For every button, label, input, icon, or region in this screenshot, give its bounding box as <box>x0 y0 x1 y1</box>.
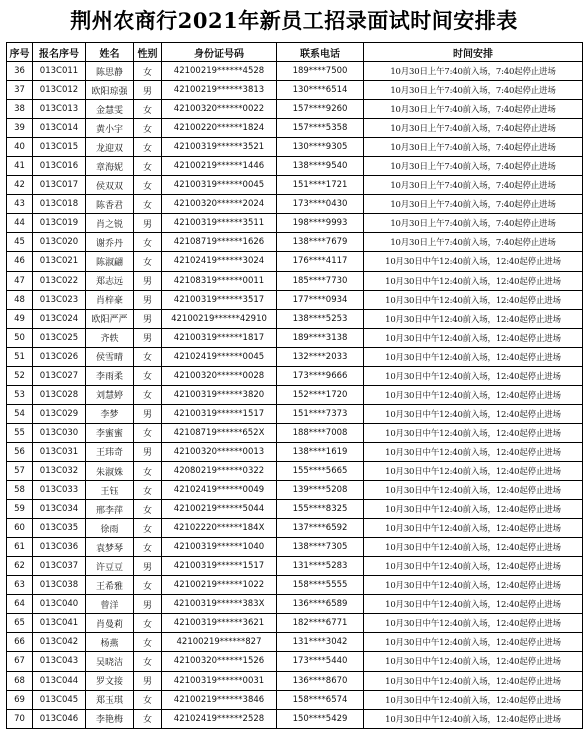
cell-id-number: 42100319******3621 <box>162 614 277 633</box>
cell-index: 56 <box>7 442 33 461</box>
table-row <box>7 119 583 138</box>
cell-schedule: 10月30日中午12:40前入场，12:40起停止进场 <box>364 557 583 576</box>
cell-id-number: 42100319******3521 <box>162 138 277 157</box>
cell-schedule: 10月30日中午12:40前入场，12:40起停止进场 <box>364 500 583 519</box>
cell-phone: 189****3138 <box>277 328 364 347</box>
cell-reg-no: 013C036 <box>33 538 86 557</box>
cell-name: 齐轶 <box>86 328 134 347</box>
cell-name: 李雨柔 <box>86 366 134 385</box>
cell-index: 41 <box>7 157 33 176</box>
page-title: 荆州农商行2021年新员工招录面试时间安排表 <box>70 8 518 33</box>
cell-reg-no: 013C014 <box>33 119 86 138</box>
header-name: 姓名 <box>86 43 134 62</box>
cell-phone: 132****2033 <box>277 347 364 366</box>
cell-phone: 136****6589 <box>277 595 364 614</box>
cell-schedule: 10月30日中午12:40前入场，12:40起停止进场 <box>364 461 583 480</box>
table-row <box>7 481 583 500</box>
cell-schedule: 10月30日中午12:40前入场，12:40起停止进场 <box>364 366 583 385</box>
cell-name: 郑玉琪 <box>86 690 134 709</box>
cell-schedule: 10月30日上午7:40前入场，7:40起停止进场 <box>364 195 583 214</box>
cell-name: 李蜜蜜 <box>86 423 134 442</box>
cell-name: 黄小宇 <box>86 119 134 138</box>
cell-reg-no: 013C013 <box>33 100 86 119</box>
cell-index: 69 <box>7 690 33 709</box>
table-row <box>7 176 583 195</box>
cell-schedule: 10月30日上午7:40前入场，7:40起停止进场 <box>364 119 583 138</box>
table-row <box>7 633 583 652</box>
cell-index: 45 <box>7 233 33 252</box>
cell-reg-no: 013C029 <box>33 404 86 423</box>
cell-reg-no: 013C042 <box>33 633 86 652</box>
cell-phone: 139****5208 <box>277 481 364 500</box>
cell-id-number: 42100219******827 <box>162 633 277 652</box>
cell-gender: 女 <box>134 423 162 442</box>
cell-phone: 177****0934 <box>277 290 364 309</box>
table-body <box>7 62 583 729</box>
cell-index: 70 <box>7 709 33 728</box>
cell-name: 龙迎双 <box>86 138 134 157</box>
table-row <box>7 157 583 176</box>
cell-phone: 155****8325 <box>277 500 364 519</box>
cell-phone: 173****0430 <box>277 195 364 214</box>
cell-name: 王希雅 <box>86 576 134 595</box>
cell-gender: 女 <box>134 100 162 119</box>
cell-reg-no: 013C038 <box>33 576 86 595</box>
cell-phone: 151****7373 <box>277 404 364 423</box>
cell-gender: 女 <box>134 347 162 366</box>
table-row <box>7 252 583 271</box>
cell-schedule: 10月30日中午12:40前入场，12:40起停止进场 <box>364 595 583 614</box>
cell-name: 罗文接 <box>86 671 134 690</box>
cell-schedule: 10月30日中午12:40前入场，12:40起停止进场 <box>364 271 583 290</box>
schedule-table <box>6 42 583 729</box>
cell-name: 肖梓豪 <box>86 290 134 309</box>
table-row <box>7 214 583 233</box>
cell-schedule: 10月30日中午12:40前入场，12:40起停止进场 <box>364 252 583 271</box>
cell-reg-no: 013C034 <box>33 500 86 519</box>
cell-id-number: 42100319******1517 <box>162 557 277 576</box>
cell-schedule: 10月30日上午7:40前入场，7:40起停止进场 <box>364 214 583 233</box>
cell-id-number: 42100219******42910 <box>162 309 277 328</box>
table-row <box>7 557 583 576</box>
cell-id-number: 42100319******1040 <box>162 538 277 557</box>
cell-schedule: 10月30日中午12:40前入场，12:40起停止进场 <box>364 576 583 595</box>
cell-gender: 女 <box>134 119 162 138</box>
cell-name: 欧阳琼强 <box>86 81 134 100</box>
cell-reg-no: 013C015 <box>33 138 86 157</box>
cell-name: 李艳梅 <box>86 709 134 728</box>
cell-gender: 女 <box>134 500 162 519</box>
cell-schedule: 10月30日上午7:40前入场，7:40起停止进场 <box>364 176 583 195</box>
cell-id-number: 42100320******2024 <box>162 195 277 214</box>
table-row <box>7 290 583 309</box>
cell-index: 68 <box>7 671 33 690</box>
cell-phone: 138****1619 <box>277 442 364 461</box>
cell-name: 侯双双 <box>86 176 134 195</box>
cell-id-number: 42100219******3813 <box>162 81 277 100</box>
cell-schedule: 10月30日上午7:40前入场，7:40起停止进场 <box>364 81 583 100</box>
cell-id-number: 42100319******0045 <box>162 176 277 195</box>
cell-id-number: 42080219******0322 <box>162 461 277 480</box>
cell-gender: 男 <box>134 328 162 347</box>
cell-index: 57 <box>7 461 33 480</box>
cell-reg-no: 013C022 <box>33 271 86 290</box>
cell-reg-no: 013C020 <box>33 233 86 252</box>
cell-reg-no: 013C032 <box>33 461 86 480</box>
cell-gender: 女 <box>134 614 162 633</box>
cell-reg-no: 013C021 <box>33 252 86 271</box>
cell-reg-no: 013C030 <box>33 423 86 442</box>
cell-gender: 女 <box>134 461 162 480</box>
cell-index: 40 <box>7 138 33 157</box>
cell-index: 60 <box>7 519 33 538</box>
cell-schedule: 10月30日中午12:40前入场，12:40起停止进场 <box>364 290 583 309</box>
cell-phone: 182****6771 <box>277 614 364 633</box>
table-row <box>7 309 583 328</box>
table-row <box>7 347 583 366</box>
cell-id-number: 42108719******652X <box>162 423 277 442</box>
cell-reg-no: 013C040 <box>33 595 86 614</box>
cell-gender: 女 <box>134 633 162 652</box>
cell-index: 61 <box>7 538 33 557</box>
cell-name: 肖之锐 <box>86 214 134 233</box>
cell-id-number: 42100319******1817 <box>162 328 277 347</box>
cell-reg-no: 013C046 <box>33 709 86 728</box>
cell-schedule: 10月30日中午12:40前入场，12:40起停止进场 <box>364 519 583 538</box>
table-row <box>7 271 583 290</box>
table-row <box>7 366 583 385</box>
cell-name: 邢李萍 <box>86 500 134 519</box>
cell-name: 杨燕 <box>86 633 134 652</box>
cell-name: 袁梦琴 <box>86 538 134 557</box>
cell-reg-no: 013C026 <box>33 347 86 366</box>
cell-schedule: 10月30日中午12:40前入场，12:40起停止进场 <box>364 347 583 366</box>
cell-reg-no: 013C045 <box>33 690 86 709</box>
cell-gender: 男 <box>134 557 162 576</box>
cell-index: 51 <box>7 347 33 366</box>
cell-index: 62 <box>7 557 33 576</box>
cell-index: 47 <box>7 271 33 290</box>
cell-gender: 女 <box>134 538 162 557</box>
cell-id-number: 42100320******0028 <box>162 366 277 385</box>
cell-index: 48 <box>7 290 33 309</box>
cell-phone: 158****6574 <box>277 690 364 709</box>
cell-schedule: 10月30日上午7:40前入场，7:40起停止进场 <box>364 157 583 176</box>
cell-id-number: 42108719******1626 <box>162 233 277 252</box>
cell-gender: 男 <box>134 290 162 309</box>
cell-index: 58 <box>7 481 33 500</box>
cell-name: 朱淑姝 <box>86 461 134 480</box>
cell-name: 吴晓洁 <box>86 652 134 671</box>
cell-gender: 女 <box>134 195 162 214</box>
cell-schedule: 10月30日中午12:40前入场，12:40起停止进场 <box>364 709 583 728</box>
cell-index: 49 <box>7 309 33 328</box>
cell-name: 金慧雯 <box>86 100 134 119</box>
cell-gender: 男 <box>134 442 162 461</box>
cell-schedule: 10月30日中午12:40前入场，12:40起停止进场 <box>364 442 583 461</box>
cell-name: 陈香君 <box>86 195 134 214</box>
cell-index: 59 <box>7 500 33 519</box>
table-row <box>7 233 583 252</box>
cell-phone: 137****6592 <box>277 519 364 538</box>
cell-schedule: 10月30日上午7:40前入场，7:40起停止进场 <box>364 62 583 81</box>
cell-gender: 女 <box>134 385 162 404</box>
cell-reg-no: 013C033 <box>33 481 86 500</box>
cell-gender: 男 <box>134 214 162 233</box>
header-gender: 性别 <box>134 43 162 62</box>
table-row <box>7 328 583 347</box>
cell-index: 43 <box>7 195 33 214</box>
cell-id-number: 42102419******3024 <box>162 252 277 271</box>
cell-schedule: 10月30日中午12:40前入场，12:40起停止进场 <box>364 385 583 404</box>
cell-name: 谢乔丹 <box>86 233 134 252</box>
cell-reg-no: 013C023 <box>33 290 86 309</box>
cell-index: 38 <box>7 100 33 119</box>
table-header-row <box>7 43 583 62</box>
cell-gender: 男 <box>134 81 162 100</box>
cell-index: 50 <box>7 328 33 347</box>
table-row <box>7 100 583 119</box>
cell-schedule: 10月30日中午12:40前入场，12:40起停止进场 <box>364 652 583 671</box>
table-row <box>7 195 583 214</box>
cell-reg-no: 013C017 <box>33 176 86 195</box>
table-row <box>7 423 583 442</box>
cell-phone: 155****5665 <box>277 461 364 480</box>
cell-gender: 女 <box>134 366 162 385</box>
cell-name: 李梦 <box>86 404 134 423</box>
cell-id-number: 42100219******1022 <box>162 576 277 595</box>
table-row <box>7 461 583 480</box>
cell-reg-no: 013C028 <box>33 385 86 404</box>
cell-schedule: 10月30日中午12:40前入场，12:40起停止进场 <box>364 481 583 500</box>
cell-id-number: 42100319******3511 <box>162 214 277 233</box>
cell-phone: 150****5429 <box>277 709 364 728</box>
cell-schedule: 10月30日上午7:40前入场，7:40起停止进场 <box>364 233 583 252</box>
table-row <box>7 690 583 709</box>
cell-phone: 176****4117 <box>277 252 364 271</box>
cell-index: 36 <box>7 62 33 81</box>
cell-gender: 男 <box>134 404 162 423</box>
header-schedule: 时间安排 <box>364 43 583 62</box>
table-row <box>7 404 583 423</box>
cell-phone: 173****5440 <box>277 652 364 671</box>
cell-schedule: 10月30日上午7:40前入场，7:40起停止进场 <box>364 100 583 119</box>
cell-gender: 女 <box>134 176 162 195</box>
cell-id-number: 42100320******0013 <box>162 442 277 461</box>
cell-id-number: 42100319******0031 <box>162 671 277 690</box>
cell-schedule: 10月30日中午12:40前入场，12:40起停止进场 <box>364 633 583 652</box>
cell-phone: 138****5253 <box>277 309 364 328</box>
cell-gender: 女 <box>134 233 162 252</box>
cell-gender: 女 <box>134 576 162 595</box>
cell-gender: 女 <box>134 62 162 81</box>
cell-phone: 158****5555 <box>277 576 364 595</box>
cell-id-number: 42102419******0045 <box>162 347 277 366</box>
cell-name: 陈思静 <box>86 62 134 81</box>
cell-phone: 136****8670 <box>277 671 364 690</box>
cell-phone: 130****9305 <box>277 138 364 157</box>
cell-index: 65 <box>7 614 33 633</box>
cell-reg-no: 013C012 <box>33 81 86 100</box>
cell-index: 55 <box>7 423 33 442</box>
cell-index: 42 <box>7 176 33 195</box>
table-row <box>7 576 583 595</box>
cell-phone: 188****7008 <box>277 423 364 442</box>
cell-id-number: 42100319******3820 <box>162 385 277 404</box>
cell-gender: 男 <box>134 671 162 690</box>
cell-phone: 138****7679 <box>277 233 364 252</box>
cell-index: 66 <box>7 633 33 652</box>
cell-phone: 131****5283 <box>277 557 364 576</box>
cell-reg-no: 013C041 <box>33 614 86 633</box>
cell-index: 46 <box>7 252 33 271</box>
cell-schedule: 10月30日中午12:40前入场，12:40起停止进场 <box>364 671 583 690</box>
cell-id-number: 42100320******1526 <box>162 652 277 671</box>
cell-name: 徐雨 <box>86 519 134 538</box>
header-reg-no: 报名序号 <box>33 43 86 62</box>
cell-name: 肖曼莉 <box>86 614 134 633</box>
cell-gender: 女 <box>134 709 162 728</box>
header-phone: 联系电话 <box>277 43 364 62</box>
cell-reg-no: 013C016 <box>33 157 86 176</box>
cell-phone: 130****6514 <box>277 81 364 100</box>
cell-id-number: 42100320******0022 <box>162 100 277 119</box>
cell-id-number: 42100219******1446 <box>162 157 277 176</box>
cell-phone: 189****7500 <box>277 62 364 81</box>
cell-schedule: 10月30日中午12:40前入场，12:40起停止进场 <box>364 690 583 709</box>
cell-gender: 女 <box>134 481 162 500</box>
cell-gender: 女 <box>134 138 162 157</box>
table-row <box>7 595 583 614</box>
cell-index: 64 <box>7 595 33 614</box>
header-id-number: 身份证号码 <box>162 43 277 62</box>
cell-phone: 173****9666 <box>277 366 364 385</box>
table-row <box>7 81 583 100</box>
cell-name: 刘慧婷 <box>86 385 134 404</box>
cell-reg-no: 013C011 <box>33 62 86 81</box>
table-row <box>7 614 583 633</box>
cell-phone: 138****9540 <box>277 157 364 176</box>
table-row <box>7 538 583 557</box>
cell-index: 37 <box>7 81 33 100</box>
cell-name: 王钰 <box>86 481 134 500</box>
cell-reg-no: 013C018 <box>33 195 86 214</box>
table-row <box>7 62 583 81</box>
cell-phone: 131****3042 <box>277 633 364 652</box>
cell-name: 欧阳严严 <box>86 309 134 328</box>
table-row <box>7 138 583 157</box>
cell-schedule: 10月30日中午12:40前入场，12:40起停止进场 <box>364 614 583 633</box>
cell-phone: 185****7730 <box>277 271 364 290</box>
cell-reg-no: 013C044 <box>33 671 86 690</box>
cell-id-number: 42100319******3517 <box>162 290 277 309</box>
cell-index: 53 <box>7 385 33 404</box>
table-row <box>7 519 583 538</box>
cell-phone: 152****1720 <box>277 385 364 404</box>
cell-schedule: 10月30日中午12:40前入场，12:40起停止进场 <box>364 404 583 423</box>
cell-id-number: 42102419******0049 <box>162 481 277 500</box>
cell-reg-no: 013C025 <box>33 328 86 347</box>
cell-schedule: 10月30日中午12:40前入场，12:40起停止进场 <box>364 423 583 442</box>
table-row <box>7 709 583 728</box>
cell-id-number: 42100319******1517 <box>162 404 277 423</box>
cell-gender: 男 <box>134 271 162 290</box>
table-row <box>7 442 583 461</box>
cell-name: 曾洋 <box>86 595 134 614</box>
cell-gender: 女 <box>134 252 162 271</box>
cell-phone: 138****7305 <box>277 538 364 557</box>
cell-schedule: 10月30日中午12:40前入场，12:40起停止进场 <box>364 309 583 328</box>
cell-id-number: 42102419******2528 <box>162 709 277 728</box>
cell-name: 陈淑翩 <box>86 252 134 271</box>
cell-phone: 157****5358 <box>277 119 364 138</box>
cell-schedule: 10月30日上午7:40前入场，7:40起停止进场 <box>364 138 583 157</box>
cell-id-number: 42100219******4528 <box>162 62 277 81</box>
cell-id-number: 42100219******3846 <box>162 690 277 709</box>
cell-gender: 男 <box>134 595 162 614</box>
cell-id-number: 42102220******184X <box>162 519 277 538</box>
cell-id-number: 42100219******5044 <box>162 500 277 519</box>
cell-index: 52 <box>7 366 33 385</box>
cell-phone: 157****9260 <box>277 100 364 119</box>
header-index: 序号 <box>7 43 33 62</box>
cell-gender: 女 <box>134 519 162 538</box>
cell-index: 63 <box>7 576 33 595</box>
cell-name: 王玮奇 <box>86 442 134 461</box>
cell-gender: 女 <box>134 690 162 709</box>
cell-name: 许豆豆 <box>86 557 134 576</box>
cell-id-number: 42100220******1824 <box>162 119 277 138</box>
cell-reg-no: 013C037 <box>33 557 86 576</box>
cell-index: 44 <box>7 214 33 233</box>
cell-reg-no: 013C035 <box>33 519 86 538</box>
cell-gender: 女 <box>134 652 162 671</box>
cell-schedule: 10月30日中午12:40前入场，12:40起停止进场 <box>364 328 583 347</box>
cell-index: 67 <box>7 652 33 671</box>
cell-name: 郑志远 <box>86 271 134 290</box>
cell-reg-no: 013C019 <box>33 214 86 233</box>
table-row <box>7 385 583 404</box>
cell-gender: 男 <box>134 309 162 328</box>
cell-name: 侯雪晴 <box>86 347 134 366</box>
cell-id-number: 42108319******0011 <box>162 271 277 290</box>
cell-reg-no: 013C031 <box>33 442 86 461</box>
cell-index: 39 <box>7 119 33 138</box>
cell-gender: 女 <box>134 157 162 176</box>
table-row <box>7 500 583 519</box>
cell-reg-no: 013C027 <box>33 366 86 385</box>
cell-schedule: 10月30日中午12:40前入场，12:40起停止进场 <box>364 538 583 557</box>
cell-name: 章海妮 <box>86 157 134 176</box>
cell-id-number: 42100319******383X <box>162 595 277 614</box>
table-row <box>7 652 583 671</box>
cell-index: 54 <box>7 404 33 423</box>
cell-reg-no: 013C024 <box>33 309 86 328</box>
cell-phone: 198****9993 <box>277 214 364 233</box>
cell-phone: 151****1721 <box>277 176 364 195</box>
table-row <box>7 671 583 690</box>
cell-reg-no: 013C043 <box>33 652 86 671</box>
